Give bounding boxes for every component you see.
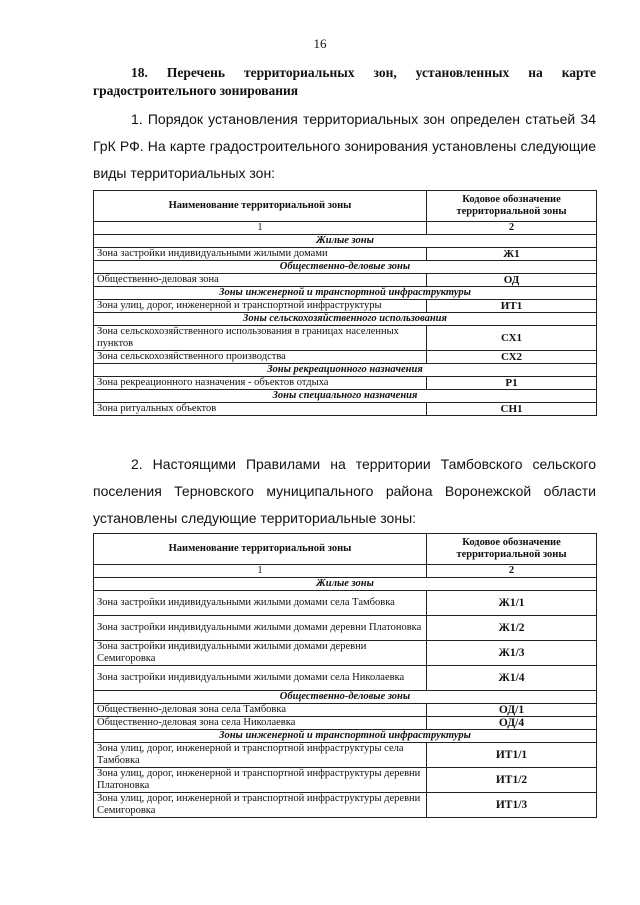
zone-name: Общественно-деловая зона села Николаевка [94, 717, 427, 730]
zone-group-row [94, 364, 597, 377]
zone-code: ОД/1 [427, 704, 597, 717]
section-title: 18. Перечень территориальных зон, установленных на карте градостроительного зонирования [93, 65, 596, 98]
zone-code: СХ2 [427, 351, 597, 364]
zone-group-title: Зоны инженерной и транспортной инфраструктуры [94, 730, 597, 743]
table-row [94, 616, 597, 641]
header-zone-code: Кодовое обозначение территориальной зоны [427, 534, 597, 565]
zone-name: Зона застройки индивидуальными жилыми домами деревни Семигоровка [94, 641, 427, 666]
table-row [94, 793, 597, 818]
table-row [94, 377, 597, 390]
zone-name: Зона улиц, дорог, инженерной и транспортной инфраструктуры деревни Семигоровка [94, 793, 427, 818]
zone-name: Зона улиц, дорог, инженерной и транспортной инфраструктуры деревни Платоновка [94, 768, 427, 793]
zone-name: Зона сельскохозяйственного использования в границах населенных пунктов [94, 326, 427, 351]
table-row [94, 768, 597, 793]
zone-group-row [94, 287, 597, 300]
zone-name: Общественно-деловая зона [94, 274, 427, 287]
zone-code: Ж1/3 [427, 641, 597, 666]
zone-code: СН1 [427, 403, 597, 416]
table-1-body [94, 235, 597, 416]
zone-code: ИТ1/1 [427, 743, 597, 768]
zones-table-2 [93, 533, 597, 818]
zone-group-row [94, 691, 597, 704]
zone-group-title: Общественно-деловые зоны [94, 261, 597, 274]
zone-group-title: Жилые зоны [94, 578, 597, 591]
zone-code: ОД/4 [427, 717, 597, 730]
zone-code: ОД [427, 274, 597, 287]
table-row [94, 704, 597, 717]
paragraph-1: 1. Порядок установления территориальных зон определен статьей 34 ГрК РФ. На карте градостроительного зонирования установлены следующие виды территориальных зон: [93, 111, 596, 181]
zone-group-title: Зоны сельскохозяйственного использования [94, 313, 597, 326]
zone-group-title: Жилые зоны [94, 235, 597, 248]
zone-group-row [94, 313, 597, 326]
zone-name: Зона улиц, дорог, инженерной и транспортной инфраструктуры села Тамбовка [94, 743, 427, 768]
zone-group-row [94, 730, 597, 743]
zone-code: СХ1 [427, 326, 597, 351]
zone-code: Ж1 [427, 248, 597, 261]
zone-name: Зона застройки индивидуальными жилыми домами [94, 248, 427, 261]
zone-code: Ж1/2 [427, 616, 597, 641]
zone-name: Зона застройки индивидуальными жилыми домами деревни Платоновка [94, 616, 427, 641]
zone-code: Ж1/4 [427, 666, 597, 691]
zone-code: ИТ1/2 [427, 768, 597, 793]
zone-code: ИТ1/3 [427, 793, 597, 818]
zone-name: Зона сельскохозяйственного производства [94, 351, 427, 364]
table-row [94, 351, 597, 364]
header-zone-code: Кодовое обозначение территориальной зоны [427, 191, 597, 222]
zone-group-title: Зоны инженерной и транспортной инфраструктуры [94, 287, 597, 300]
zones-table-1 [93, 190, 597, 416]
zone-name: Зона ритуальных объектов [94, 403, 427, 416]
column-number-2: 2 [427, 222, 597, 235]
column-number-2: 2 [427, 565, 597, 578]
table-row [94, 641, 597, 666]
header-zone-name: Наименование территориальной зоны [94, 191, 427, 222]
zone-group-row [94, 261, 597, 274]
zone-name: Зона застройки индивидуальными жилыми домами села Николаевка [94, 666, 427, 691]
zone-group-row [94, 578, 597, 591]
column-number-1: 1 [94, 222, 427, 235]
zone-name: Зона рекреационного назначения - объектов отдыха [94, 377, 427, 390]
table-row [94, 666, 597, 691]
zone-name: Общественно-деловая зона села Тамбовка [94, 704, 427, 717]
zone-group-row [94, 390, 597, 403]
zone-code: ИТ1 [427, 300, 597, 313]
paragraph-2: 2. Настоящими Правилами на территории Тамбовского сельского поселения Терновского муниципального района Воронежской области установлены следующие территориальные зоны: [93, 456, 596, 526]
table-row [94, 591, 597, 616]
zone-code: Ж1/1 [427, 591, 597, 616]
table-2-body [94, 578, 597, 818]
zone-group-title: Зоны специального назначения [94, 390, 597, 403]
table-row [94, 717, 597, 730]
page-number: 16 [313, 36, 327, 51]
zone-group-row [94, 235, 597, 248]
zone-group-title: Общественно-деловые зоны [94, 691, 597, 704]
table-row [94, 326, 597, 351]
table-row [94, 300, 597, 313]
table-row [94, 274, 597, 287]
zone-name: Зона улиц, дорог, инженерной и транспортной инфраструктуры [94, 300, 427, 313]
zone-code: Р1 [427, 377, 597, 390]
zone-name: Зона застройки индивидуальными жилыми домами села Тамбовка [94, 591, 427, 616]
table-row [94, 248, 597, 261]
zone-group-title: Зоны рекреационного назначения [94, 364, 597, 377]
table-row [94, 403, 597, 416]
header-zone-name: Наименование территориальной зоны [94, 534, 427, 565]
table-row [94, 743, 597, 768]
column-number-1: 1 [94, 565, 427, 578]
